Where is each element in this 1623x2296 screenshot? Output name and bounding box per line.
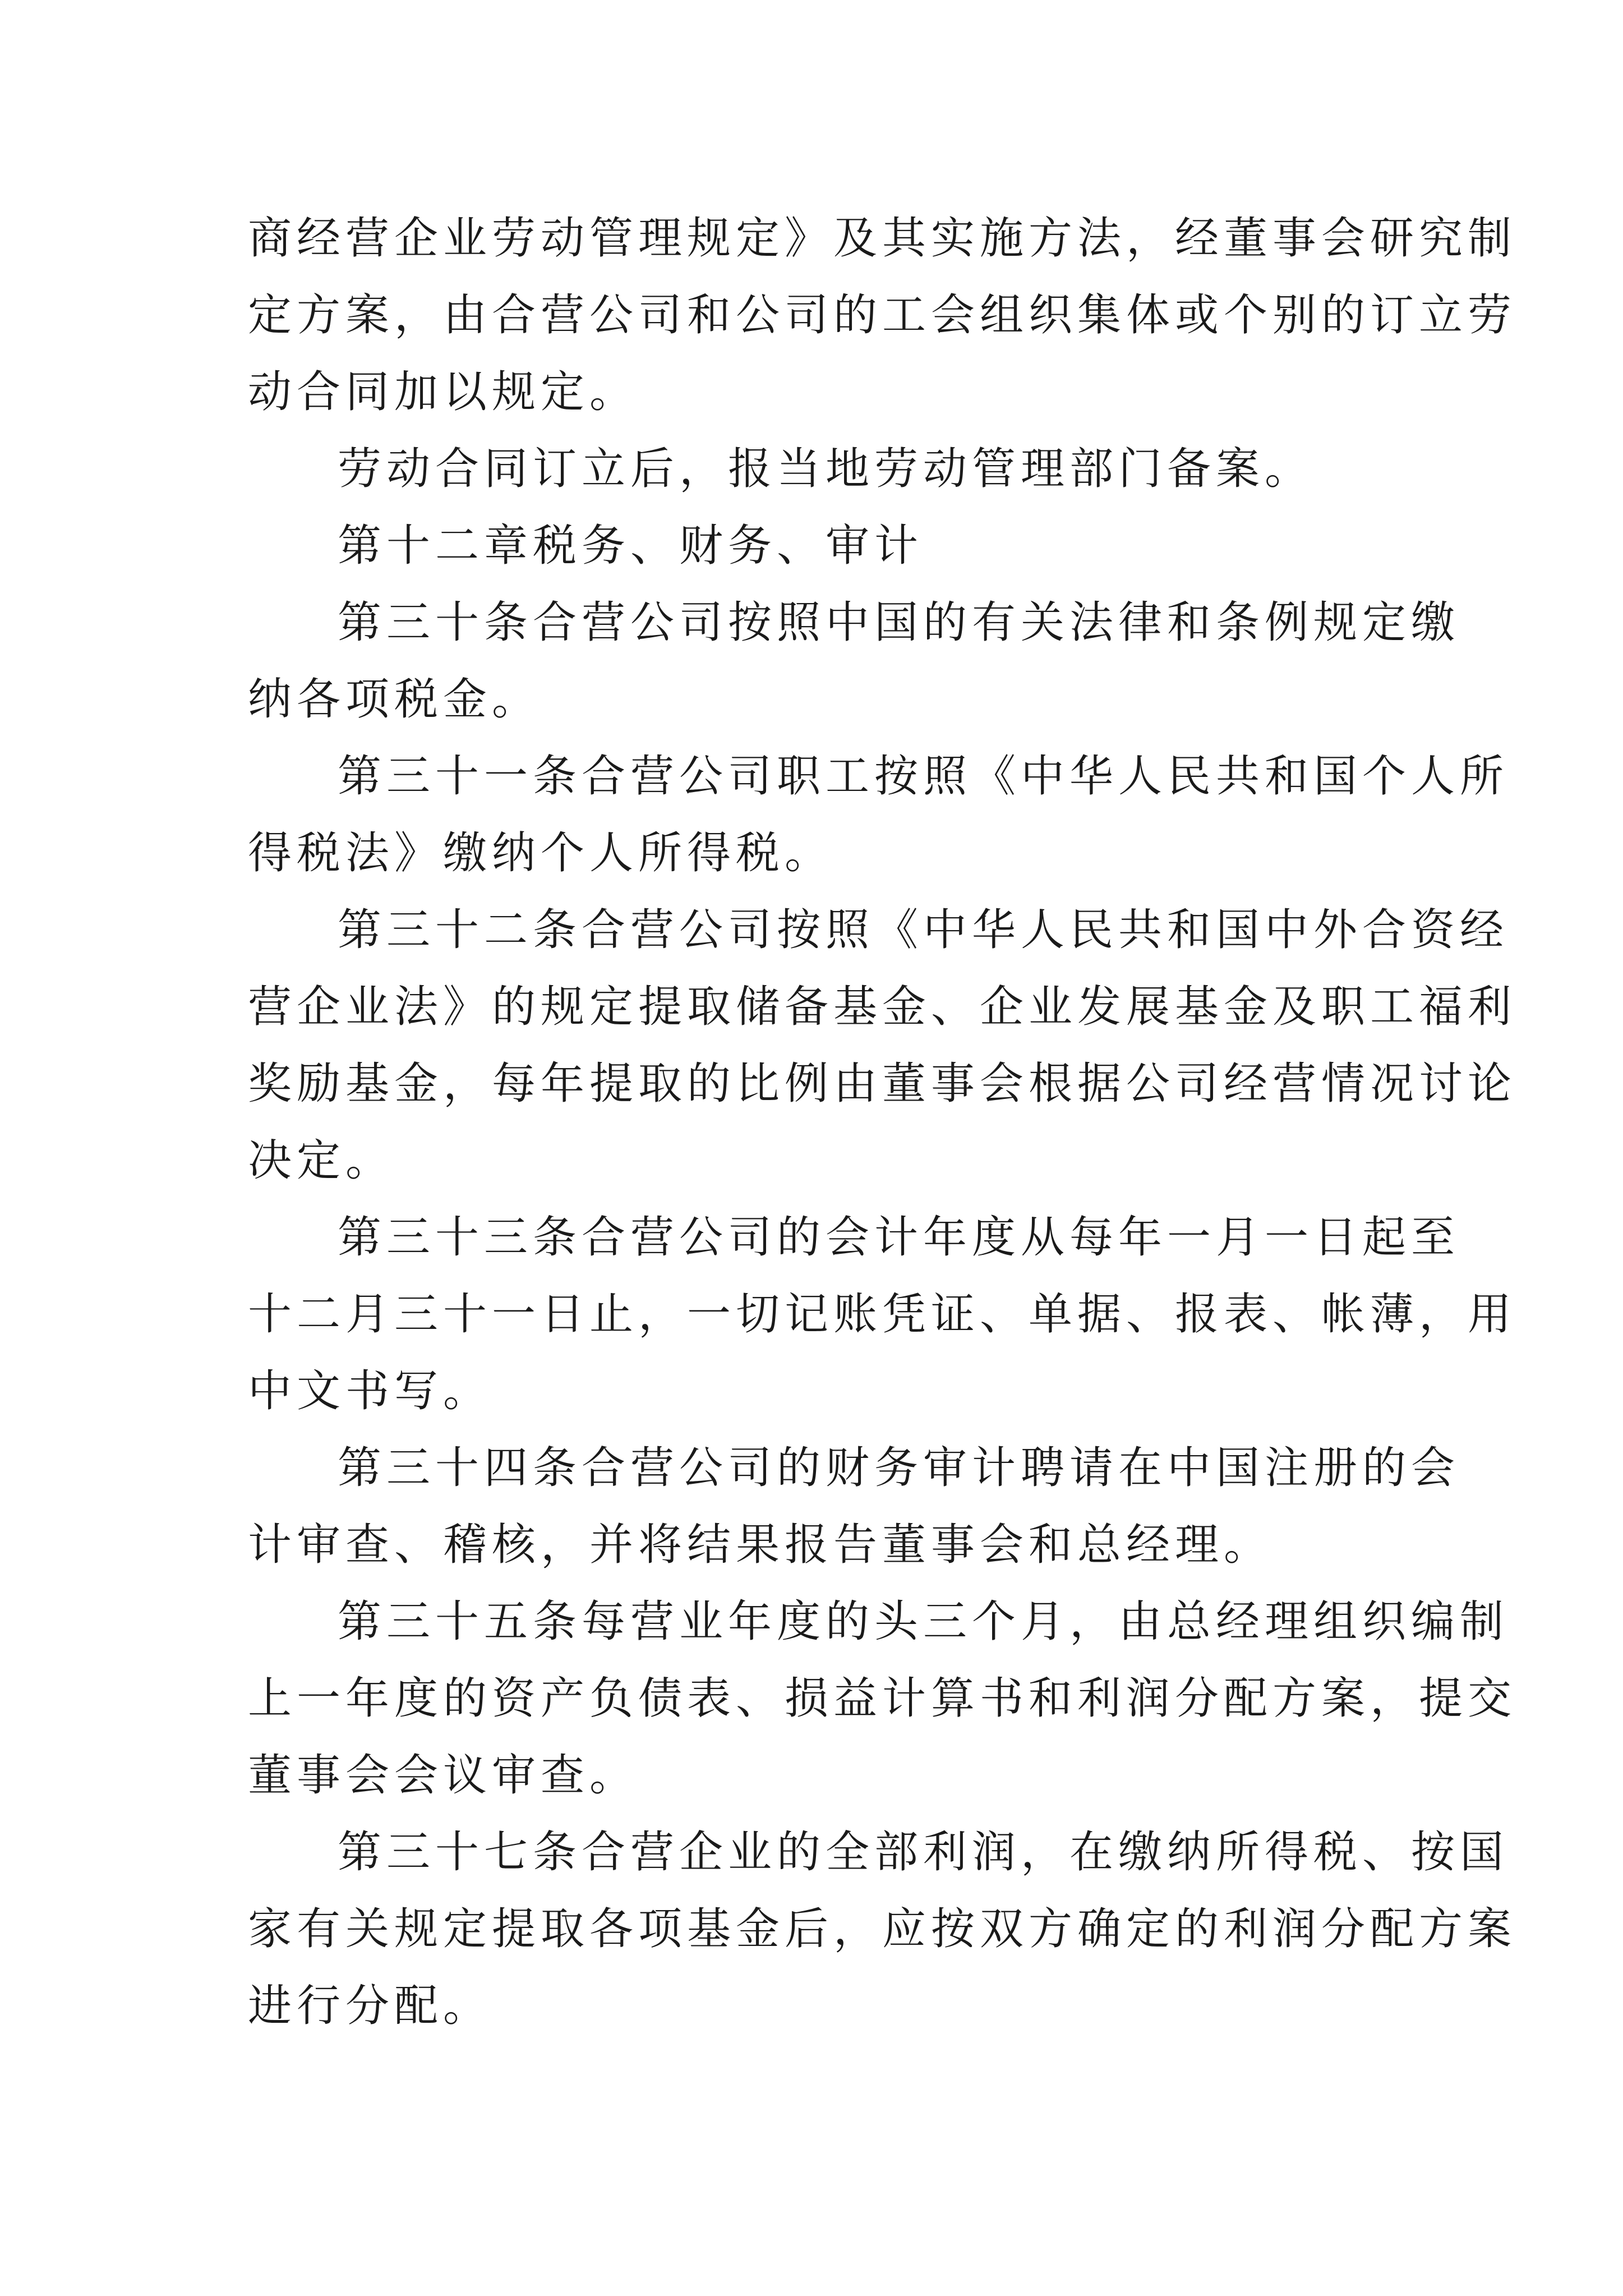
paragraph-line: 第三十三条合营公司的会计年度从每年一月一日起至 [338,1212,1460,1263]
paragraph-line: 第三十一条合营公司职工按照《中华人民共和国个人所 [338,751,1509,802]
paragraph-line: 动合同加以规定。 [248,367,639,417]
paragraph [248,1430,1460,1584]
paragraph [248,1199,1517,1430]
paragraph-line: 决定。 [248,1135,395,1186]
paragraph-line: 第三十二条合营公司按照《中华人民共和国中外合资经 [338,905,1509,955]
document-body [248,200,1517,2045]
paragraph [248,200,1517,431]
paragraph [248,738,1509,892]
paragraph-line: 奖励基金，每年提取的比例由董事会根据公司经营情况讨论 [248,1059,1517,1109]
paragraph-line: 纳各项税金。 [248,674,541,725]
paragraph-line: 定方案，由合营公司和公司的工会组织集体或个别的订立劳 [248,290,1517,341]
paragraph-line: 第三十四条合营公司的财务审计聘请在中国注册的会 [338,1443,1460,1493]
paragraph [248,508,1386,585]
paragraph-line: 计审查、稽核，并将结果报告董事会和总经理。 [248,1520,1273,1570]
paragraph-line: 上一年度的资产负债表、损益计算书和利润分配方案，提交 [248,1673,1517,1724]
paragraph [248,1814,1517,2045]
paragraph-line: 进行分配。 [248,1981,492,2031]
paragraph [248,892,1517,1199]
paragraph-line: 第三十条合营公司按照中国的有关法律和条例规定缴 [338,597,1460,648]
paragraph-line: 中文书写。 [248,1366,492,1416]
paragraph-line: 第十二章税务、财务、审计 [338,521,924,571]
paragraph-line: 十二月三十一日止，一切记账凭证、单据、报表、帐薄，用 [248,1289,1517,1340]
paragraph-line: 营企业法》的规定提取储备基金、企业发展基金及职工福利 [248,982,1517,1032]
paragraph-line: 董事会会议审查。 [248,1750,639,1801]
paragraph [248,1584,1517,1814]
paragraph-line: 家有关规定提取各项基金后，应按双方确定的利润分配方案 [248,1904,1517,1954]
paragraph-line: 劳动合同订立后，报当地劳动管理部门备案。 [338,444,1314,494]
paragraph-line: 第三十七条合营企业的全部利润，在缴纳所得税、按国 [338,1827,1509,1878]
paragraph [248,431,1386,508]
paragraph-line: 商经营企业劳动管理规定》及其实施方法，经董事会研究制 [248,213,1517,264]
paragraph-line: 第三十五条每营业年度的头三个月，由总经理组织编制 [338,1596,1509,1647]
paragraph-line: 得税法》缴纳个人所得税。 [248,828,834,878]
paragraph [248,585,1460,738]
